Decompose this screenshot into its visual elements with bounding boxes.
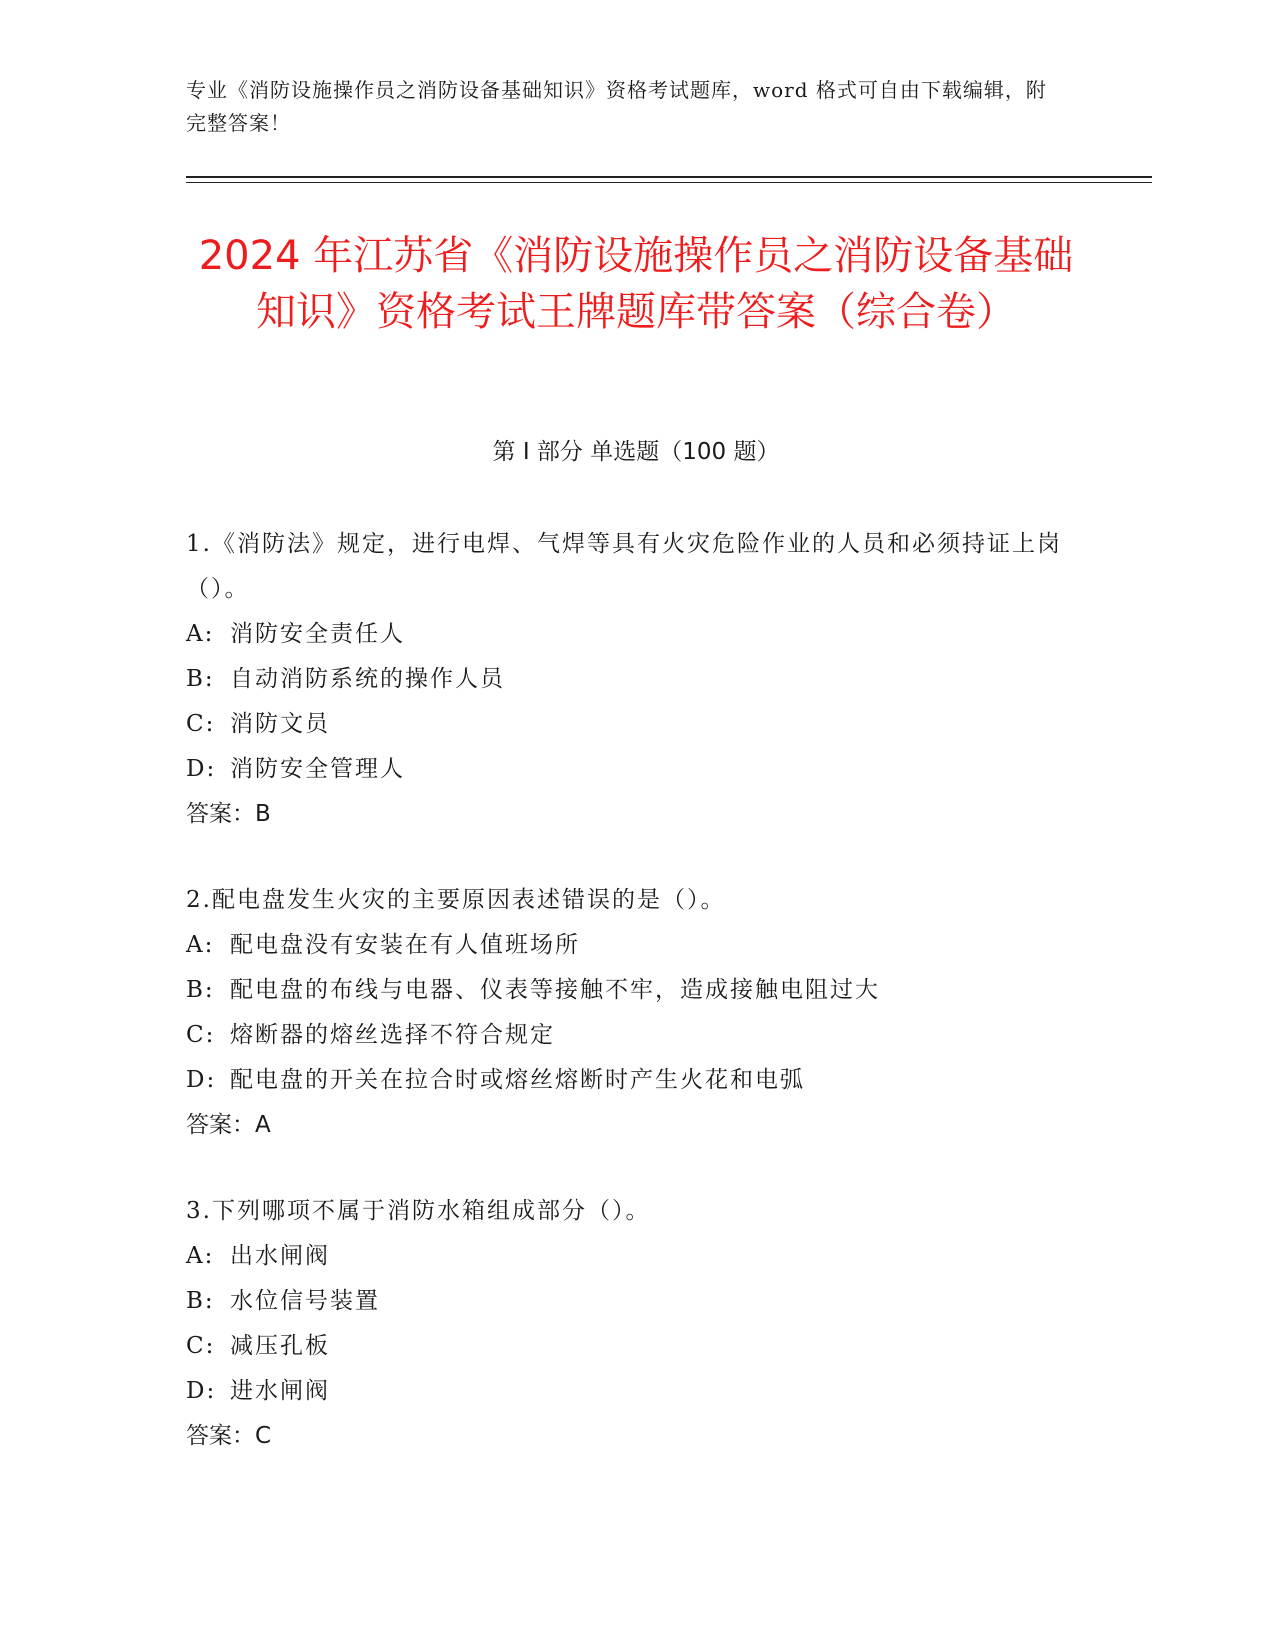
- answer-line: [186, 1103, 1086, 1148]
- option-c: [186, 1324, 1086, 1369]
- question-stem: 1.《消防法》规定，进行电焊、气焊等具有火灾危险作业的人员和必须持证上岗（）。: [186, 531, 1062, 602]
- option-key: D:: [186, 756, 217, 782]
- answer-label: 答案：: [186, 1112, 255, 1138]
- question-2: [186, 878, 1086, 1148]
- question-stem: 2.配电盘发生火灾的主要原因表述错误的是（）。: [186, 887, 726, 913]
- option-a: [186, 923, 1086, 968]
- option-b: [186, 968, 1086, 1013]
- option-key: B:: [186, 666, 215, 692]
- option-d: [186, 1369, 1086, 1414]
- question-1: [186, 522, 1086, 837]
- option-key: A:: [186, 1243, 215, 1269]
- option-text: 水位信号装置: [230, 1288, 380, 1314]
- question-3: [186, 1189, 1086, 1459]
- option-a: [186, 612, 1086, 657]
- option-text: 熔断器的熔丝选择不符合规定: [230, 1022, 555, 1048]
- answer-line: [186, 792, 1086, 837]
- option-b: [186, 1279, 1086, 1324]
- question-stem: 3.下列哪项不属于消防水箱组成部分（）。: [186, 1198, 651, 1224]
- option-text: 配电盘的布线与电器、仪表等接触不牢，造成接触电阻过大: [230, 977, 880, 1003]
- question-list: [186, 522, 1086, 1500]
- header-note: 专业《消防设施操作员之消防设备基础知识》资格考试题库，word 格式可自由下载编辑，附完整答案！: [186, 78, 1047, 135]
- header-divider-thick: [186, 176, 1152, 178]
- option-c: [186, 1013, 1086, 1058]
- answer-value: B: [255, 801, 271, 827]
- option-a: [186, 1234, 1086, 1279]
- answer-value: A: [255, 1112, 271, 1138]
- answer-line: [186, 1414, 1086, 1459]
- option-d: [186, 1058, 1086, 1103]
- option-key: D:: [186, 1378, 217, 1404]
- answer-value: C: [255, 1423, 272, 1449]
- option-text: 配电盘没有安装在有人值班场所: [230, 932, 580, 958]
- option-text: 消防安全管理人: [230, 756, 405, 782]
- option-key: C:: [186, 1022, 216, 1048]
- option-d: [186, 747, 1086, 792]
- option-text: 出水闸阀: [230, 1243, 330, 1269]
- option-text: 自动消防系统的操作人员: [230, 666, 505, 692]
- answer-label: 答案：: [186, 801, 255, 827]
- document-title: 2024 年江苏省《消防设施操作员之消防设备基础知识》资格考试王牌题库带答案（综合卷）: [198, 233, 1074, 335]
- option-key: A:: [186, 621, 215, 647]
- option-key: B:: [186, 1288, 215, 1314]
- answer-label: 答案：: [186, 1423, 255, 1449]
- option-text: 消防文员: [230, 711, 330, 737]
- option-key: C:: [186, 1333, 216, 1359]
- header-divider-thin: [186, 182, 1152, 183]
- option-key: D:: [186, 1067, 217, 1093]
- option-key: B:: [186, 977, 215, 1003]
- option-b: [186, 657, 1086, 702]
- option-key: C:: [186, 711, 216, 737]
- option-c: [186, 702, 1086, 747]
- section-heading: 第 I 部分 单选题（100 题）: [492, 439, 780, 465]
- option-text: 进水闸阀: [230, 1378, 330, 1404]
- option-text: 消防安全责任人: [230, 621, 405, 647]
- option-text: 配电盘的开关在拉合时或熔丝熔断时产生火花和电弧: [230, 1067, 805, 1093]
- option-text: 减压孔板: [230, 1333, 330, 1359]
- option-key: A:: [186, 932, 215, 958]
